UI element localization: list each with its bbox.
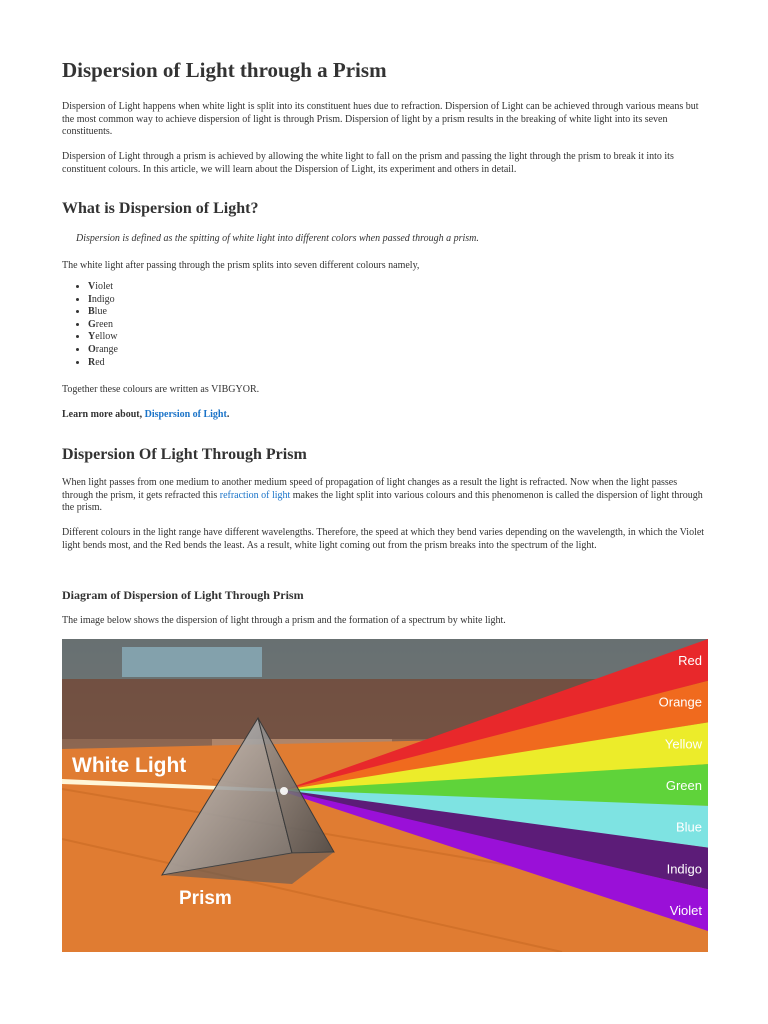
- vibgyor-text: Together these colours are written as VIBGYOR.: [62, 384, 260, 395]
- spectrum-label-blue: Blue: [675, 819, 702, 835]
- prism-diagram-svg: [62, 639, 708, 952]
- prism-entry-glow: [280, 787, 288, 795]
- white-light-label: White Light: [72, 754, 187, 777]
- wavelength-paragraph: Different colours in the light range have different wavelengths. Therefore, the speed at which they bend varies depending on the wavelength, in which the Violet light bends most, and the Red bends the least. As a result, white light coming out from the prism breaks into the spectrum of the light.: [62, 527, 705, 551]
- section-heading-what-is: What is Dispersion of Light?: [62, 200, 259, 217]
- spectrum-label-green: Green: [665, 778, 702, 793]
- intro-paragraph-2: Dispersion of Light through a prism is achieved by allowing the white light to fall on the prism and passing the light through the prism to break it into its constituent colours. In this article, we will learn about the Dispersion of Light, its experiment and others in detail.: [62, 151, 674, 175]
- spectrum-label-yellow: Yellow: [664, 736, 702, 752]
- list-item-green: • Green: [88, 319, 118, 332]
- spectrum-label-indigo: Indigo: [666, 861, 702, 877]
- dispersion-of-light-link[interactable]: Dispersion of Light: [144, 409, 227, 420]
- colour-list: [62, 281, 118, 369]
- refraction-paragraph: When light passes from one medium to another medium speed of propagation of light changes as a result the light is refracted. Now when the light passes through the prism, it gets refracted this refraction of light makes the light split into various colours and this phenomenon is called the dispersion of light through the prism.: [62, 477, 703, 514]
- prism-label: Prism: [179, 888, 232, 909]
- definition-quote: Dispersion is defined as the spitting of white light into different colors when passed through a prism.: [76, 233, 479, 244]
- list-item-violet: • Violet: [88, 281, 118, 294]
- prism-dispersion-diagram: [62, 639, 708, 952]
- refraction-of-light-link[interactable]: refraction of light: [219, 489, 291, 501]
- learn-more-line: Learn more about, Dispersion of Light.: [62, 409, 230, 420]
- spectrum-label-red: Red: [678, 652, 702, 668]
- list-item-indigo: • Indigo: [88, 294, 118, 307]
- spectrum-label-orange: Orange: [658, 694, 702, 710]
- list-item-yellow: • Yellow: [88, 331, 118, 344]
- spectrum-label-violet: Violet: [669, 903, 702, 919]
- list-item-orange: • Orange: [88, 344, 118, 357]
- colours-lead-text: The white light after passing through the prism splits into seven different colours namely,: [62, 260, 420, 271]
- section-heading-diagram: Diagram of Dispersion of Light Through Prism: [62, 588, 304, 602]
- diagram-lead-text: The image below shows the dispersion of light through a prism and the formation of a spectrum by white light.: [62, 615, 506, 626]
- intro-paragraph-1: Dispersion of Light happens when white light is split into its constituent hues due to refraction. Dispersion of Light can be achieved through various means but the most common way to achieve dispersion of light is through Prism. Dispersion of light by a prism results in the breaking of white light into its seven constituents.: [62, 101, 699, 138]
- section-heading-through-prism: Dispersion Of Light Through Prism: [62, 446, 307, 463]
- list-item-blue: • Blue: [88, 306, 118, 319]
- list-item-red: • Red: [88, 357, 118, 370]
- background-window-pane: [122, 647, 262, 677]
- page-title: Dispersion of Light through a Prism: [62, 58, 387, 82]
